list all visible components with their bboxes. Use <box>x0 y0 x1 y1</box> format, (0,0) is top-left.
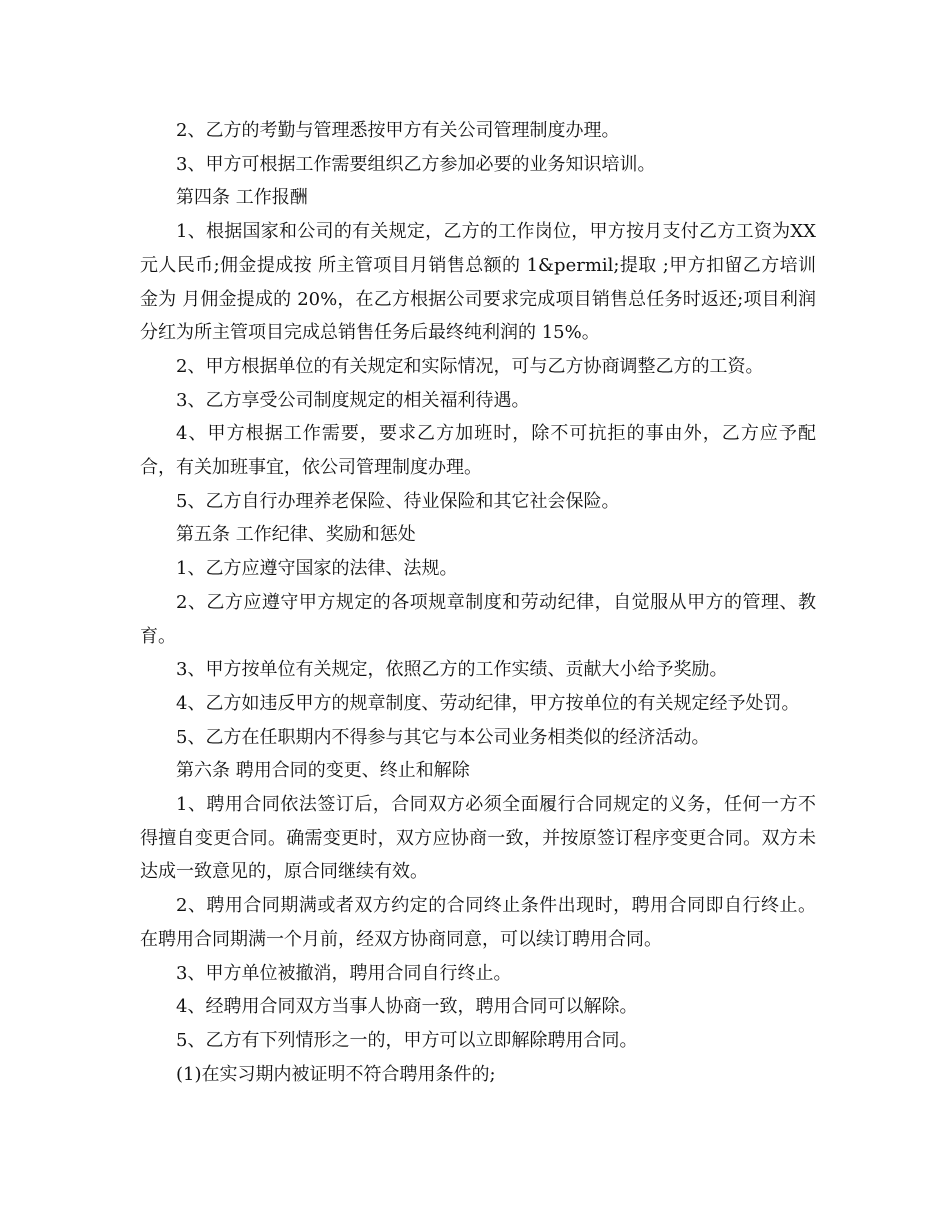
paragraph: 3、甲方可根据工作需要组织乙方参加必要的业务知识培训。 <box>176 153 656 175</box>
paragraph: 2、乙方的考勤与管理悉按甲方有关公司管理制度办理。 <box>176 120 620 141</box>
paragraph: 1、乙方应遵守国家的法律、法规。 <box>176 558 458 580</box>
section-heading: 第四条 工作报酬 <box>176 187 308 209</box>
paragraph: 2、甲方根据单位的有关规定和实际情况，可与乙方协商调整乙方的工资。 <box>176 355 764 377</box>
paragraph: 3、乙方享受公司制度规定的相关福利待遇。 <box>176 389 530 411</box>
paragraph: 5、乙方在任职期内不得参与其它与本公司业务相类似的经济活动。 <box>176 726 710 748</box>
paragraph: 1、根据国家和公司的有关规定，乙方的工作岗位，甲方按月支付乙方工资为XX 元人民币;佣金提成按 所主管项目月销售总额的 1&permil;提取 ;甲方扣留乙方培训金为 月佣金提成的 20%，在乙方根据公司要求完成项目销售总任务时返还;项目利润分红为所主管项目完成总销售任务后最终纯利润的 15%。 <box>140 221 816 344</box>
paragraph: 4、经聘用合同双方当事人协商一致，聘用合同可以解除。 <box>176 996 638 1018</box>
paragraph: 2、聘用合同期满或者双方约定的合同终止条件出现时，聘用合同即自行终止。在聘用合同期满一个月前，经双方协商同意，可以续订聘用合同。 <box>140 895 816 950</box>
paragraph: 3、甲方单位被撤消，聘用合同自行终止。 <box>176 962 512 984</box>
section-heading: 第五条 工作纪律、奖励和惩处 <box>176 524 416 546</box>
paragraph: 5、乙方有下列情形之一的，甲方可以立即解除聘用合同。 <box>176 1029 638 1051</box>
section-heading: 第六条 聘用合同的变更、终止和解除 <box>176 760 470 782</box>
paragraph: 4、甲方根据工作需要，要求乙方加班时，除不可抗拒的事由外，乙方应予配合，有关加班事宜，依公司管理制度办理。 <box>140 423 816 479</box>
document-body <box>140 114 816 1091</box>
paragraph: (1)在实习期内被证明不符合聘用条件的; <box>176 1063 496 1085</box>
paragraph: 3、甲方按单位有关规定，依照乙方的工作实绩、贡献大小给予奖励。 <box>176 659 728 681</box>
paragraph: 5、乙方自行办理养老保险、待业保险和其它社会保险。 <box>176 490 620 512</box>
paragraph: 2、乙方应遵守甲方规定的各项规章制度和劳动纪律，自觉服从甲方的管理、教育。 <box>140 591 816 647</box>
paragraph: 4、乙方如违反甲方的规章制度、劳动纪律，甲方按单位的有关规定经予处罚。 <box>176 692 800 714</box>
paragraph: 1、聘用合同依法签订后，合同双方必须全面履行合同规定的义务，任何一方不得擅自变更合同。确需变更时，双方应协商一致，并按原签订程序变更合同。双方未达成一致意见的，原合同继续有效。 <box>140 794 816 883</box>
